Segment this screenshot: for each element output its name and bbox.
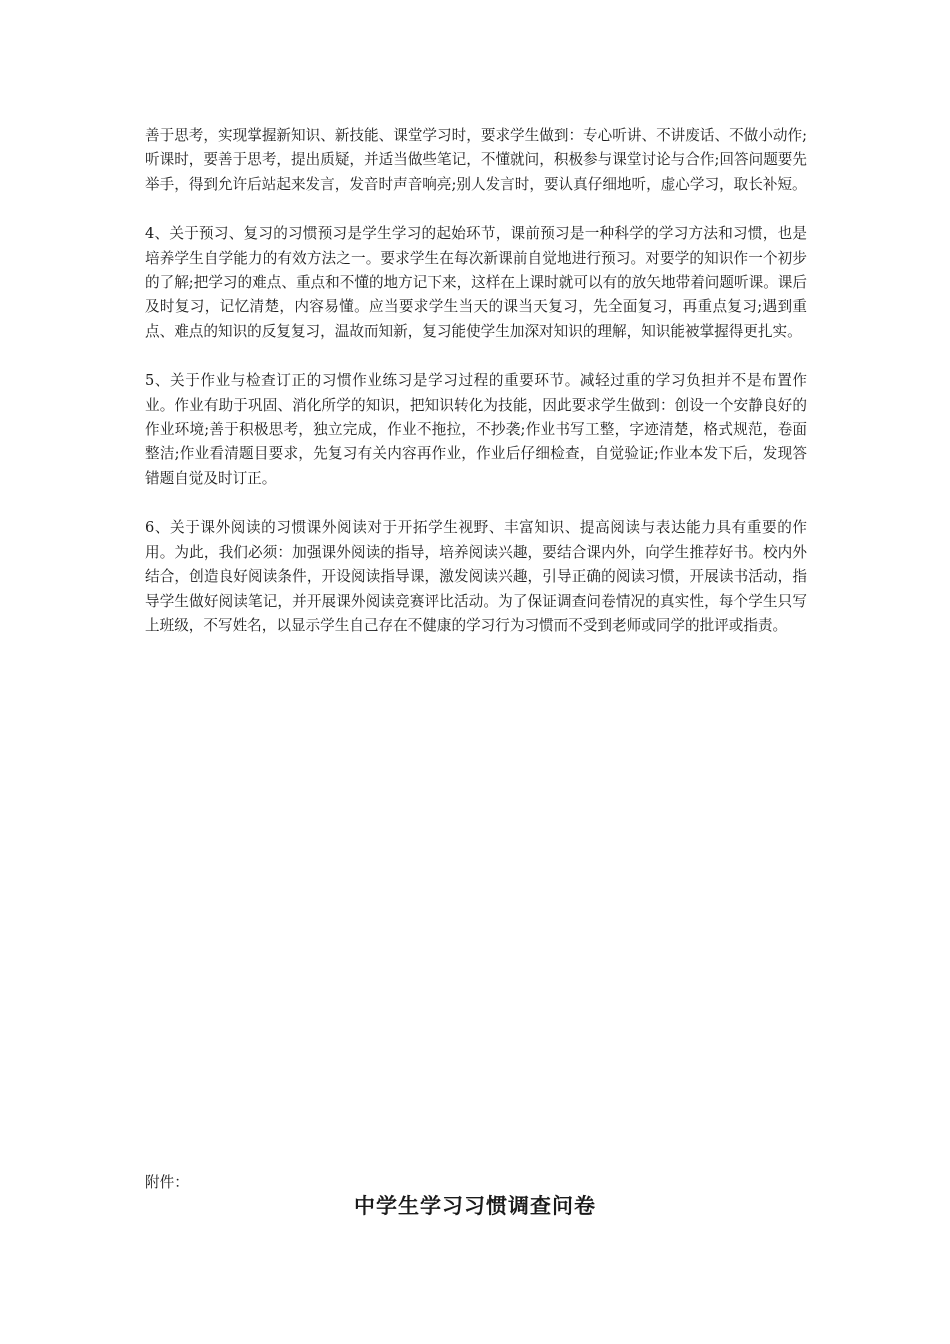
paragraph-homework: 5、关于作业与检查订正的习惯作业练习是学习过程的重要环节。减轻过重的学习负担并不是布置作业。作业有助于巩固、消化所学的知识，把知识转化为技能，因此要求学生做到：创设一个安静良好的作业环境;善于积极思考，独立完成，作业不拖拉，不抄袭;作业书写工整，字迹清楚，格式规范，卷面整洁;作业看清题目要求，先复习有关内容再作业，作业后仔细检查，自觉验证;作业本发下后，发现答错题自觉及时订正。 xyxy=(145,372,807,487)
paragraph-listening: 善于思考，实现掌握新知识、新技能、课堂学习时，要求学生做到：专心听讲、不讲废话、不做小动作;听课时，要善于思考，提出质疑，并适当做些笔记，不懂就问，积极参与课堂讨论与合作;回答问题要先举手，得到允许后站起来发言，发音时声音响亮;别人发言时，要认真仔细地听，虚心学习，取长补短。 xyxy=(145,127,807,193)
paragraph-preview-review: 4、关于预习、复习的习惯预习是学生学习的起始环节，课前预习是一种科学的学习方法和习惯，也是培养学生自学能力的有效方法之一。要求学生在每次新课前自觉地进行预习。对要学的知识作一个初步的了解;把学习的难点、重点和不懂的地方记下来，这样在上课时就可以有的放矢地带着问题听课。课后及时复习，记忆清楚，内容易懂。应当要求学生当天的课当天复习，先全面复习，再重点复习;遇到重点、难点的知识的反复复习，温故而知新，复习能使学生加深对知识的理解，知识能被掌握得更扎实。 xyxy=(145,225,807,340)
attachment-label: 附件： xyxy=(145,1174,189,1191)
body-text xyxy=(145,124,807,663)
paragraph-reading: 6、关于课外阅读的习惯课外阅读对于开拓学生视野、丰富知识、提高阅读与表达能力具有重要的作用。为此，我们必须：加强课外阅读的指导，培养阅读兴趣，要结合课内外，向学生推荐好书。校内外结合，创造良好阅读条件，开设阅读指导课，激发阅读兴趣，引导正确的阅读习惯，开展读书活动，指导学生做好阅读笔记，并开展课外阅读竞赛评比活动。为了保证调查问卷情况的真实性，每个学生只写上班级，不写姓名，以显示学生自己存在不健康的学习行为习惯而不受到老师或同学的批评或指责。 xyxy=(145,519,807,634)
survey-title: 中学生学习习惯调查问卷 xyxy=(354,1194,596,1218)
